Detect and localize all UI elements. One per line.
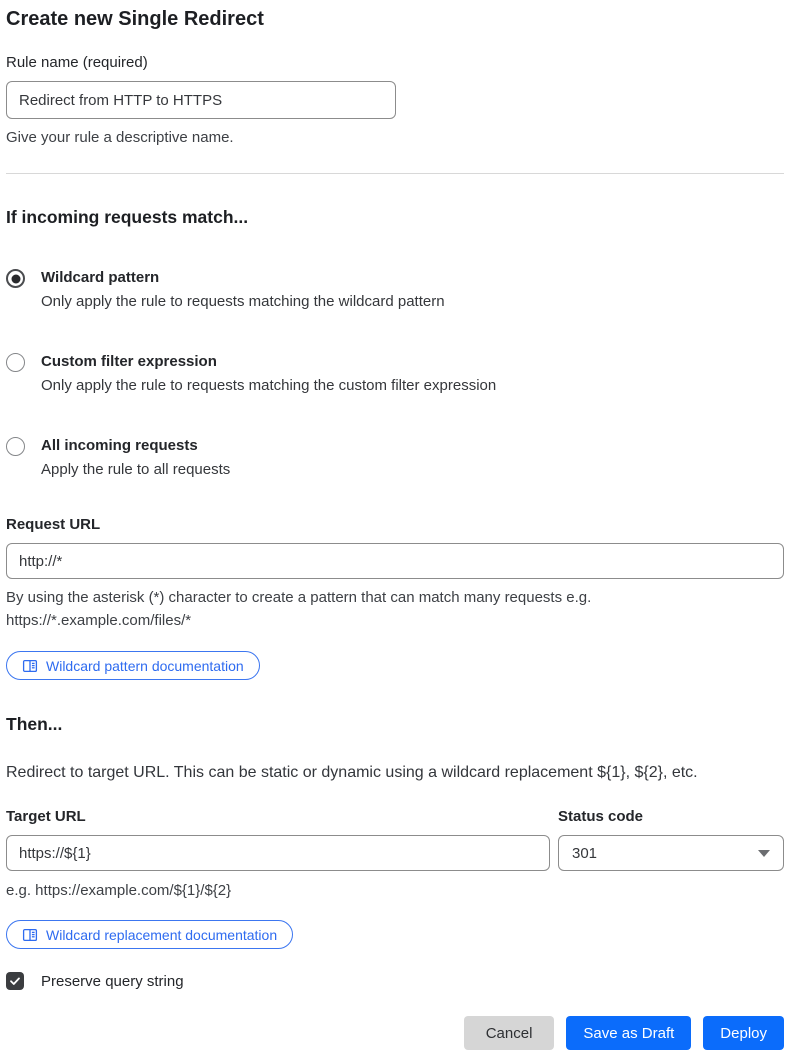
target-url-field xyxy=(6,808,550,902)
request-url-help-line2: https://*.example.com/files/* xyxy=(6,612,192,629)
wildcard-pattern-doc-button[interactable] xyxy=(6,651,260,680)
cancel-button[interactable]: Cancel xyxy=(464,1016,555,1050)
radio-description: Only apply the rule to requests matching the custom filter expression xyxy=(41,377,497,394)
rule-name-label: Rule name (required) xyxy=(6,54,148,71)
radio-label: Wildcard pattern xyxy=(41,269,160,286)
section-divider xyxy=(6,173,784,174)
wildcard-replacement-doc-button[interactable] xyxy=(6,920,293,949)
request-url-input[interactable] xyxy=(6,543,784,579)
radio-unselected-icon[interactable] xyxy=(6,353,25,372)
radio-option-custom-filter[interactable] xyxy=(6,352,784,396)
target-url-help: e.g. https://example.com/${1}/${2} xyxy=(6,882,232,899)
radio-label: All incoming requests xyxy=(41,437,198,454)
page-title: Create new Single Redirect xyxy=(6,8,264,30)
status-code-value: 301 xyxy=(572,844,598,862)
open-book-icon xyxy=(22,927,38,943)
checkbox-checked-icon[interactable] xyxy=(6,972,24,990)
radio-selected-icon[interactable] xyxy=(6,269,25,288)
doc-button-label: Wildcard pattern documentation xyxy=(46,657,244,674)
request-url-help-line1: By using the asterisk (*) character to create a pattern that can match many requests e.g. xyxy=(6,589,592,606)
caret-down-icon xyxy=(758,850,770,857)
target-url-label: Target URL xyxy=(6,808,86,825)
target-status-row xyxy=(6,808,784,902)
radio-label: Custom filter expression xyxy=(41,353,217,370)
status-code-select[interactable] xyxy=(558,835,784,871)
request-url-label: Request URL xyxy=(6,516,101,533)
doc-button-label: Wildcard replacement documentation xyxy=(46,926,278,943)
target-url-input[interactable] xyxy=(6,835,550,871)
then-section-heading: Then... xyxy=(6,714,63,734)
rule-name-input[interactable] xyxy=(6,81,396,119)
create-single-redirect-form xyxy=(0,6,791,1050)
redirect-description: Redirect to target URL. This can be static or dynamic using a wildcard replacement ${1}, ${2}, etc. xyxy=(6,764,698,781)
status-code-label: Status code xyxy=(558,808,644,825)
deploy-button[interactable]: Deploy xyxy=(703,1016,784,1050)
radio-unselected-icon[interactable] xyxy=(6,437,25,456)
footer-actions xyxy=(6,1016,784,1050)
status-code-field xyxy=(558,808,784,902)
preserve-query-label: Preserve query string xyxy=(41,972,184,990)
preserve-query-row[interactable] xyxy=(6,972,784,990)
radio-option-wildcard-pattern[interactable] xyxy=(6,268,784,312)
open-book-icon xyxy=(22,658,38,674)
save-as-draft-button[interactable]: Save as Draft xyxy=(566,1016,691,1050)
radio-option-all-requests[interactable] xyxy=(6,436,784,480)
request-url-help xyxy=(6,586,784,632)
radio-description: Apply the rule to all requests xyxy=(41,461,231,478)
radio-description: Only apply the rule to requests matching the wildcard pattern xyxy=(41,293,445,310)
rule-name-help: Give your rule a descriptive name. xyxy=(6,129,234,146)
match-section-heading: If incoming requests match... xyxy=(6,207,249,227)
